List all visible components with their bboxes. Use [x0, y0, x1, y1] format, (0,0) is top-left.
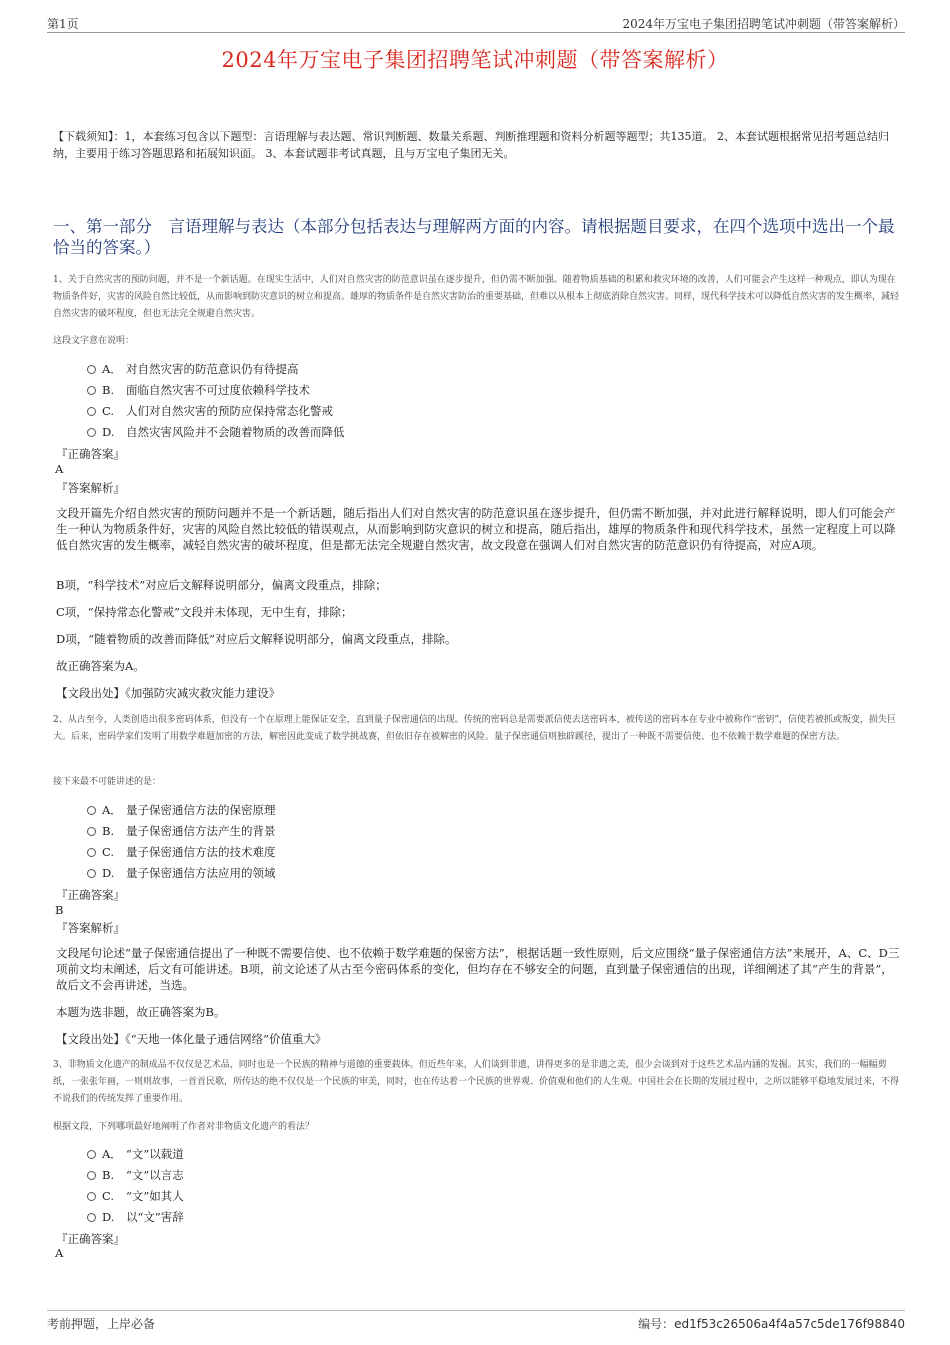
question-1-conclusion: 故正确答案为A。 [56, 659, 145, 673]
question-1-source: 【文段出处】《加强防灾减灾救灾能力建设》 [56, 686, 281, 700]
question-3-option-a[interactable]: A． “文”以载道 [87, 1146, 184, 1164]
question-3-stem: 根据文段，下列哪项最好地阐明了作者对非物质文化遗产的看法？ [53, 1122, 315, 1132]
question-2-conclusion: 本题为选非题，故正确答案为B。 [56, 1005, 226, 1019]
question-3-answer: A [55, 1246, 64, 1260]
question-1-answer-label: 『正确答案』 [56, 447, 125, 461]
radio-icon[interactable] [87, 1192, 96, 1201]
question-1-option-b[interactable]: B. 面临自然灾害不可过度依赖科学技术 [87, 382, 310, 400]
section-heading: 一、第一部分 言语理解与表达（本部分包括表达与理解两方面的内容。请根据题目要求，在四个选项中选出一个最恰当的答案。） [53, 217, 895, 257]
page-number: 第1页 [47, 17, 79, 31]
radio-icon[interactable] [87, 386, 96, 395]
question-1-option-d[interactable]: D. 自然灾害风险并不会随着物质的改善而降低 [87, 424, 345, 442]
question-2-option-d[interactable]: D. 量子保密通信方法应用的领域 [87, 865, 276, 883]
question-1-analysis-d: D项，“随着物质的改善而降低”对应后文解释说明部分，偏离文段重点，排除。 [56, 632, 457, 646]
question-1-body: 1、关于自然灾害的预防问题，并不是一个新话题。在现实生活中，人们对自然灾害的防范意识虽在逐步提升，但仍需不断加强。随着物质基础的积累和救灾环境的改善，人们可能会产生这样一种观点，即认为现在物质条件好，灾害的风险自然比较低，从而影响到防灾意识的树立和提高。雄厚的物质条件是自然灾害防治的重要基础，但难以从根本上彻底消除自然灾害。同样，现代科学技术可以降低自然灾害的发生概率，减轻自然灾害的破坏程度，但也无法完全规避自然灾害。 [53, 275, 900, 319]
radio-icon[interactable] [87, 1150, 96, 1159]
question-1-analysis-label: 『答案解析』 [56, 481, 125, 495]
question-3-option-b[interactable]: B. “文”以言志 [87, 1167, 184, 1185]
question-3-option-c[interactable]: C. “文”如其人 [87, 1188, 184, 1206]
question-1-option-c[interactable]: C. 人们对自然灾害的预防应保持常态化警戒 [87, 403, 333, 421]
radio-icon[interactable] [87, 365, 96, 374]
question-2-answer-label: 『正确答案』 [56, 888, 125, 902]
footer-slogan: 考前押题，上岸必备 [47, 1317, 156, 1331]
question-2-option-b[interactable]: B. 量子保密通信方法产生的背景 [87, 823, 276, 841]
question-3-option-d[interactable]: D. 以“文”害辞 [87, 1209, 184, 1227]
download-notice: 【下载须知】：1，本套练习包含以下题型：言语理解与表达题、常识判断题、数量关系题、判断推理题和资料分析题等题型；共135道。 2、本套试题根据常见招考题总结归纳，主要用于练习答题思路和拓展知识面。 3、本套试题非考试真题，且与万宝电子集团无关。 [53, 130, 889, 160]
radio-icon[interactable] [87, 428, 96, 437]
page-footer [47, 1310, 905, 1331]
question-2-option-a[interactable]: A． 量子保密通信方法的保密原理 [87, 802, 276, 820]
radio-icon[interactable] [87, 827, 96, 836]
radio-icon[interactable] [87, 407, 96, 416]
radio-icon[interactable] [87, 848, 96, 857]
question-1-answer: A [55, 462, 64, 476]
footer-serial-number: 编号：ed1f53c26506a4f4a57c5de176f98840 [638, 1317, 905, 1331]
question-2-analysis-label: 『答案解析』 [56, 921, 125, 935]
radio-icon[interactable] [87, 869, 96, 878]
question-1-analysis-c: C项，“保持常态化警戒”文段并未体现，无中生有，排除； [56, 605, 353, 619]
question-1-analysis-b: B项，“科学技术”对应后文解释说明部分，偏离文段重点，排除； [56, 578, 387, 592]
radio-icon[interactable] [87, 806, 96, 815]
radio-icon[interactable] [87, 1171, 96, 1180]
question-2-answer: B [55, 903, 64, 917]
question-2-analysis: 文段尾句论述“量子保密通信提出了一种既不需要信使、也不依赖于数学难题的保密方法”，根据话题一致性原则，后文应围绕“量子保密通信方法”来展开，A、C、D三项前文均未阐述，后文有可能讲述。B项，前文论述了从古至今密码体系的变化，但均存在不够安全的问题，直到量子保密通信的出现，详细阐述了其“产生的背景”，故后文不会再讲述，当选。 [56, 946, 900, 992]
question-2-source: 【文段出处】《“天地一体化量子通信网络”价值重大》 [56, 1032, 327, 1046]
header-doc-title: 2024年万宝电子集团招聘笔试冲刺题（带答案解析） [622, 17, 905, 31]
question-3-body: 3、非物质文化遗产的制成品不仅仅是艺术品，同时也是一个民族的精神与道德的重要载体。但近些年来，人们谈到非遗，讲得更多的是非遗之美，很少会谈到对于这些艺术品内涵的发掘。其实，我们的一幅幅剪纸，一张张年画，一则则故事，一首首民歌，所传达的绝不仅仅是一个民族的审美，同时，也在传达着一个民族的世界观、价值观和他们的人生观。中国社会在长期的发展过程中，之所以能够平稳地发展过来，不得不说我们的传统发挥了重要作用。 [53, 1060, 900, 1104]
question-2-option-c[interactable]: C. 量子保密通信方法的技术难度 [87, 844, 276, 862]
question-1-option-a[interactable]: A． 对自然灾害的防范意识仍有待提高 [87, 361, 299, 379]
question-1-stem: 这段文字意在说明： [53, 336, 135, 346]
question-2-body: 2、从古至今，人类创造出很多密码体系，但没有一个在原理上能保证安全，直到量子保密通信的出现。传统的密码总是需要派信使去送密码本，被传送的密码本在专业中被称作“密钥”，信使若被抓或叛变，损失巨大。后来，密码学家们发明了用数学难题加密的方法，解密因此变成了数学挑战赛，但依旧存在被解密的风险。量子保密通信则独辟蹊径，提出了一种既不需要信使、也不依赖于数学难题的保密方法。 [53, 715, 896, 742]
question-1-analysis: 文段开篇先介绍自然灾害的预防问题并不是一个新话题，随后指出人们对自然灾害的防范意识虽在逐步提升，但仍需不断加强，并对此进行解释说明，即人们可能会产生一种认为物质条件好，灾害的风险自然比较低的错误观点，从而影响到防灾意识的树立和提高，随后指出，雄厚的物质条件和现代科学技术，虽然一定程度上可以降低自然灾害的发生概率，减轻自然灾害的破坏程度，但是都无法完全规避自然灾害，故文段意在强调人们对自然灾害的防范意识仍有待提高，对应A项。 [56, 506, 896, 552]
page-header [47, 14, 905, 33]
question-2-stem: 接下来最不可能讲述的是： [53, 777, 162, 787]
document-title: 2024年万宝电子集团招聘笔试冲刺题（带答案解析） [221, 48, 729, 72]
radio-icon[interactable] [87, 1213, 96, 1222]
question-3-answer-label: 『正确答案』 [56, 1232, 125, 1246]
